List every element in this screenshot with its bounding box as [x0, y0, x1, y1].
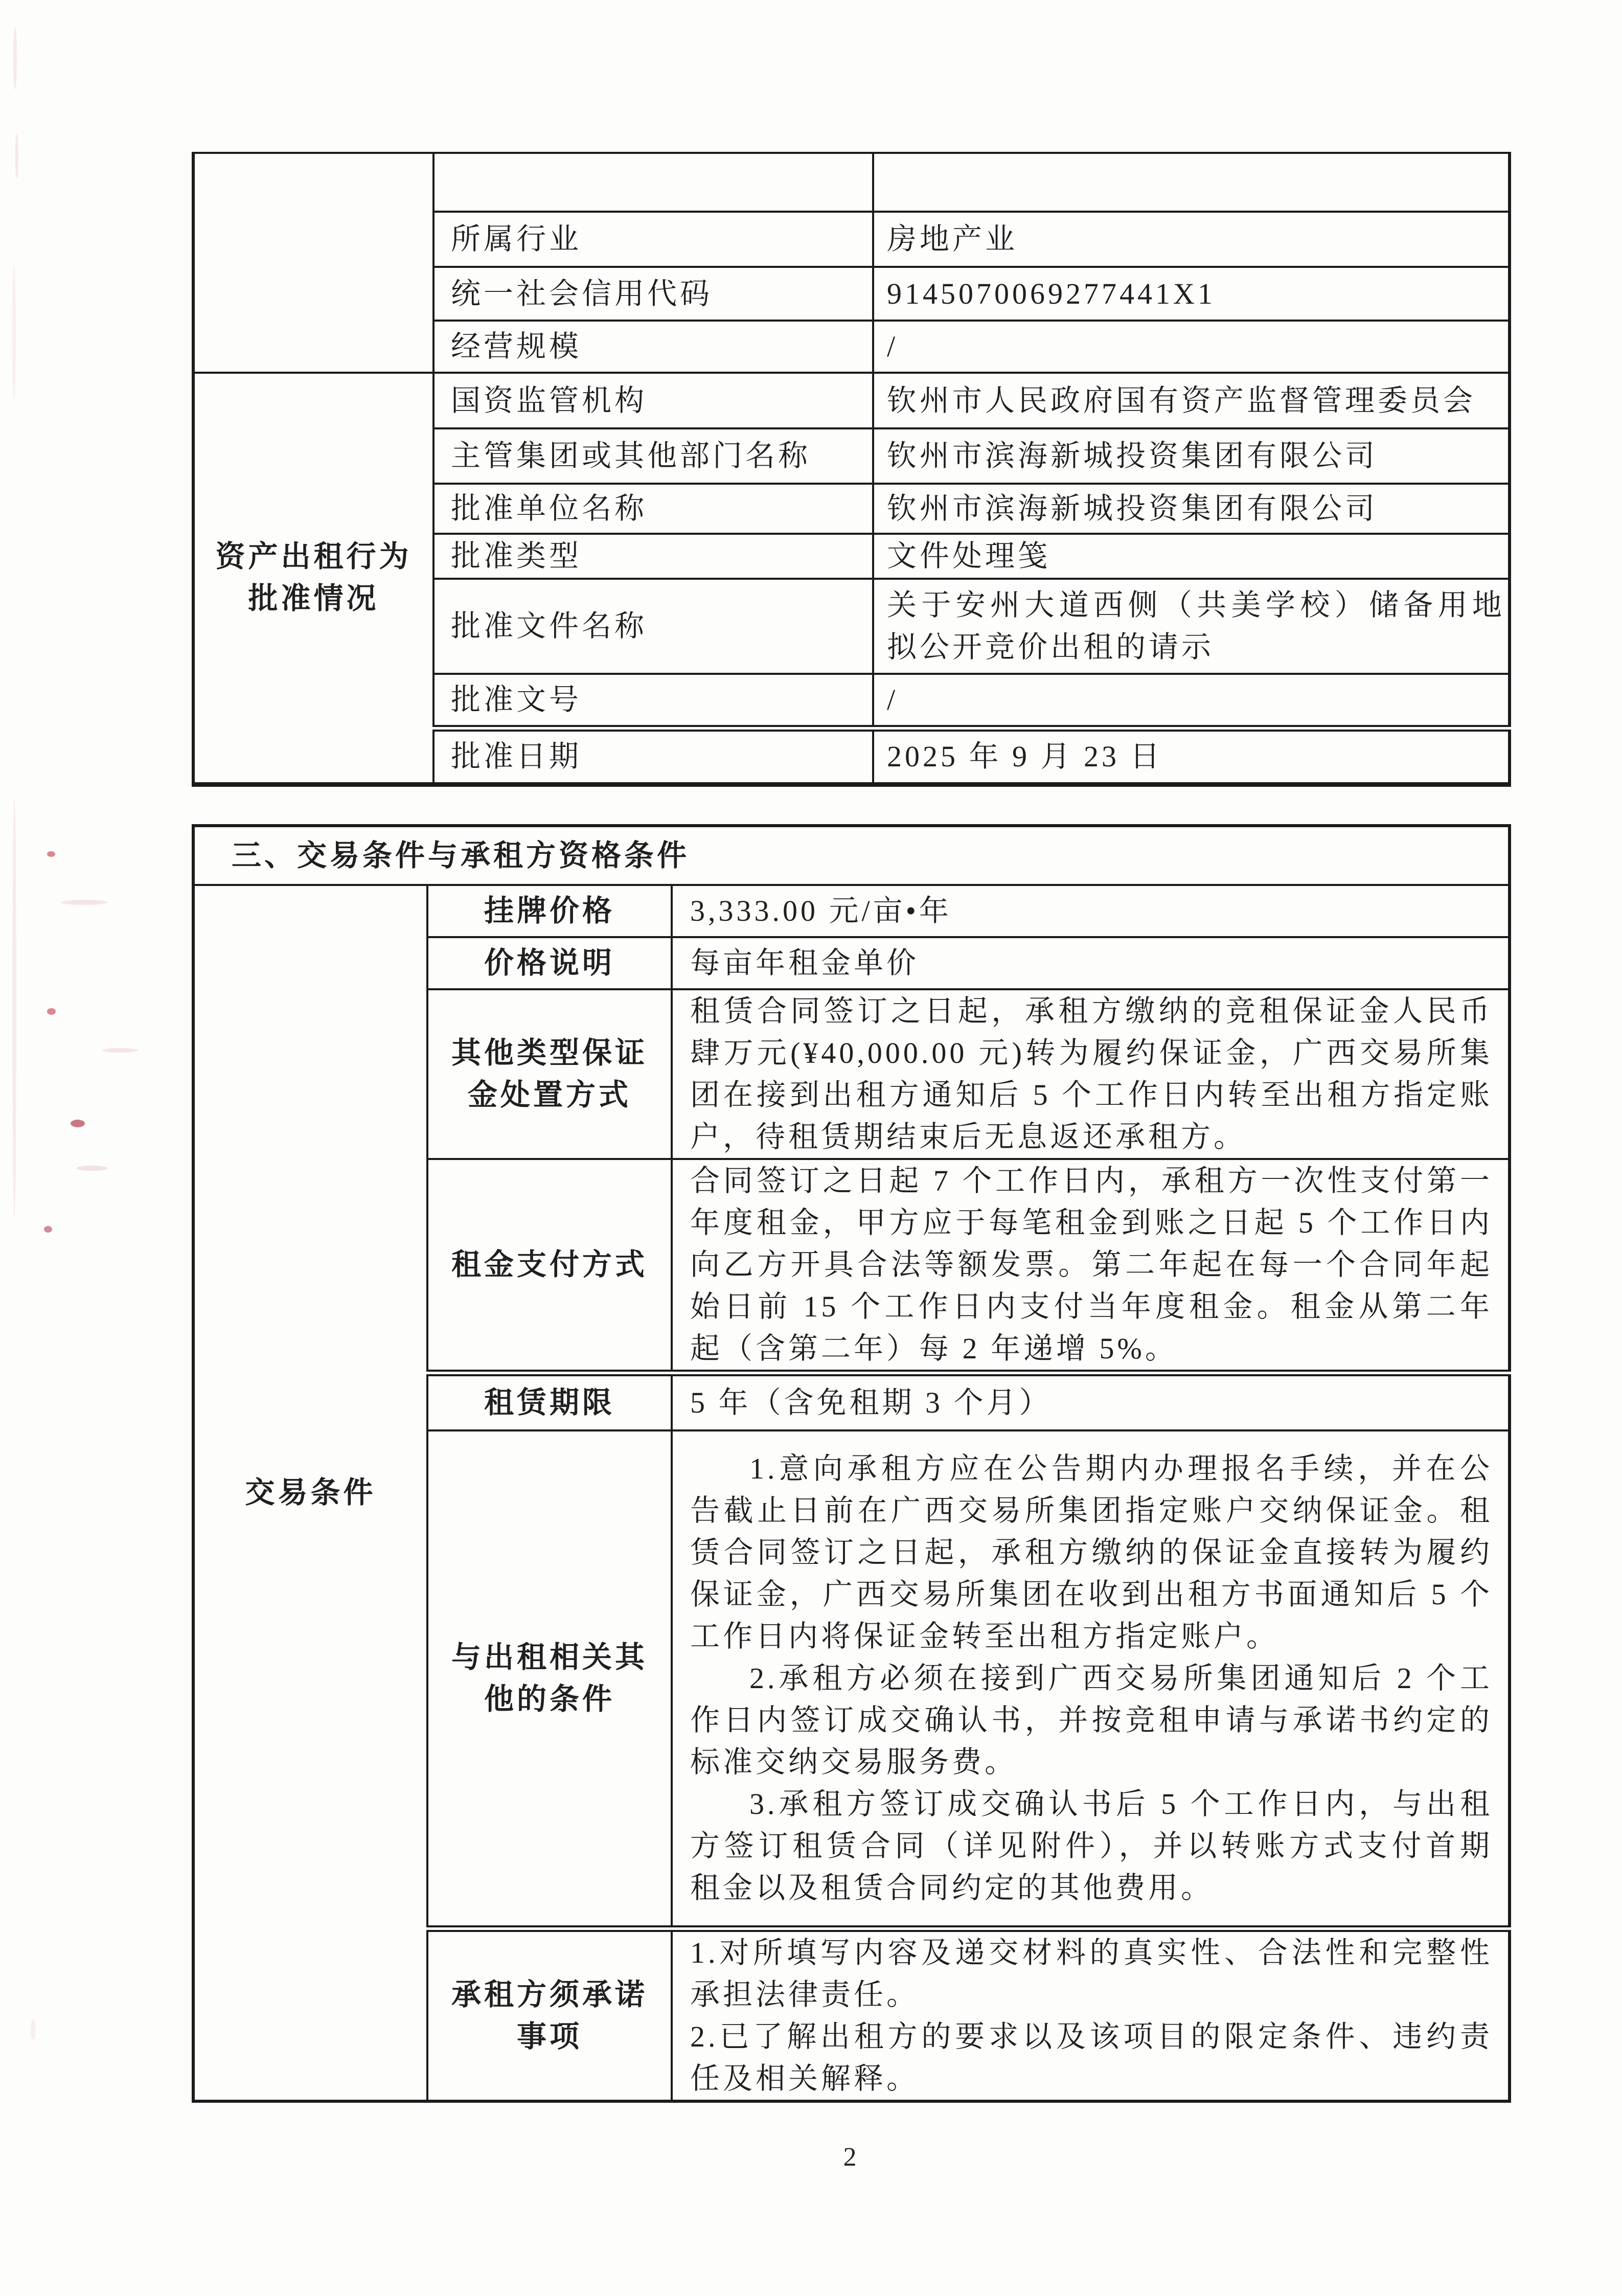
scan-artifact — [12, 798, 16, 1217]
table1-row-value — [873, 153, 1510, 212]
table2-row-label-listing-price: 挂牌价格 — [427, 885, 672, 937]
page-number: 2 — [843, 2143, 857, 2172]
table1-row-label-approval-doc-name: 批准文件名称 — [433, 579, 873, 674]
table1-row-label-credit-code: 统一社会信用代码 — [433, 267, 873, 321]
table1-row-label-approval-date: 批准日期 — [433, 728, 873, 784]
table1-left-header-top — [193, 153, 433, 373]
table1-row-value-approving-unit: 钦州市滨海新城投资集团有限公司 — [873, 484, 1510, 534]
table1-row-label-approval-type: 批准类型 — [433, 534, 873, 579]
table1-row-label-sasac: 国资监管机构 — [433, 373, 873, 428]
table1-row-label-business-scale: 经营规模 — [433, 321, 873, 373]
scan-artifact — [61, 900, 107, 905]
table1-row-label-industry: 所属行业 — [433, 212, 873, 267]
table1-row-label-approving-unit: 批准单位名称 — [433, 484, 873, 534]
table1-row-label-approval-doc-no: 批准文号 — [433, 674, 873, 728]
table1-row-value-approval-doc-no: / — [873, 674, 1510, 728]
table1-row-label — [433, 153, 873, 212]
scan-artifact — [77, 1166, 107, 1171]
table2-row-label-deposit-handling: 其他类型保证金处置方式 — [427, 989, 672, 1159]
table2-row-value-price-note: 每亩年租金单价 — [672, 937, 1510, 989]
table1-left-header-approval: 资产出租行为批准情况 — [193, 373, 433, 784]
table2-row-value-lease-term: 5 年（含免租期 3 个月） — [672, 1373, 1510, 1430]
table2-row-label-lease-term: 租赁期限 — [427, 1373, 672, 1430]
table1-row-value-approval-doc-name: 关于安州大道西侧（共美学校）储备用地拟公开竞价出租的请示 — [873, 579, 1510, 674]
table1-row-value-approval-type: 文件处理笺 — [873, 534, 1510, 579]
table1-row-value-business-scale: / — [873, 321, 1510, 373]
commitment-item-2: 2.已了解出租方的要求以及该项目的限定条件、违约责任及相关解释。 — [690, 2020, 1493, 2095]
section-three-title: 三、交易条件与承租方资格条件 — [193, 826, 1510, 885]
table1-row-value-credit-code: 9145070069277441X1 — [873, 267, 1510, 321]
scan-artifact — [71, 1120, 85, 1127]
table1-row-label-parent-group: 主管集团或其他部门名称 — [433, 428, 873, 484]
table1-row-value-approval-date: 2025 年 9 月 23 日 — [873, 728, 1510, 784]
scan-artifact — [13, 28, 17, 89]
scan-artifact — [102, 1048, 138, 1053]
scan-artifact — [31, 2019, 36, 2040]
table2-row-label-lessee-commitments: 承租方须承诺事项 — [427, 1929, 672, 2102]
table2-row-label-other-lease-conditions: 与出租相关其他的条件 — [427, 1430, 672, 1929]
table2-row-value-lessee-commitments — [672, 1929, 1510, 2102]
table2-row-value-rent-payment: 合同签订之日起 7 个工作日内，承租方一次性支付第一年度租金，甲方应于每笔租金到账之日起 5 个工作日内向乙方开具合法等额发票。第二年起在每一个合同年起始日前 15 个工作日内支付当年度租金。租金从第二年起（含第二年）每 2 年递增 5%。 — [672, 1159, 1510, 1373]
asset-lease-approval-table — [192, 152, 1511, 787]
trade-conditions-table — [192, 824, 1511, 2103]
table1-row-value-parent-group: 钦州市滨海新城投资集团有限公司 — [873, 428, 1510, 484]
table1-row-value-sasac: 钦州市人民政府国有资产监督管理委员会 — [873, 373, 1510, 428]
scan-artifact — [47, 1008, 56, 1015]
table2-row-value-deposit-handling: 租赁合同签订之日起，承租方缴纳的竞租保证金人民币肆万元(¥40,000.00 元)转为履约保证金，广西交易所集团在接到出租方通知后 5 个工作日内转至出租方指定账户，待租赁期结束后无息返还承租方。 — [672, 989, 1510, 1159]
scan-artifact — [47, 851, 55, 857]
table2-row-label-price-note: 价格说明 — [427, 937, 672, 989]
scan-artifact — [15, 133, 18, 179]
table2-row-value-listing-price: 3,333.00 元/亩•年 — [672, 885, 1510, 937]
other-conditions-item-2: 2.承租方必须在接到广西交易所集团通知后 2 个工作日内签订成交确认书，并按竞租申请与承诺书约定的标准交纳交易服务费。 — [690, 1661, 1493, 1779]
table1-row-value-industry: 房地产业 — [873, 212, 1510, 267]
table2-left-header-trade-conditions: 交易条件 — [193, 885, 427, 2101]
commitment-item-1: 1.对所填写内容及递交材料的真实性、合法性和完整性承担法律责任。 — [690, 1936, 1493, 2011]
table2-row-value-other-lease-conditions — [672, 1430, 1510, 1929]
table2-row-label-rent-payment: 租金支付方式 — [427, 1159, 672, 1373]
other-conditions-item-1: 1.意向承租方应在公告期内办理报名手续，并在公告截止日前在广西交易所集团指定账户交纳保证金。租赁合同签订之日起，承租方缴纳的保证金直接转为履约保证金，广西交易所集团在收到出租方书面通知后 5 个工作日内将保证金转至出租方指定账户。 — [690, 1451, 1493, 1653]
scan-artifact — [44, 1226, 52, 1233]
other-conditions-item-3: 3.承租方签订成交确认书后 5 个工作日内，与出租方签订租赁合同（详见附件），并以转账方式支付首期租金以及租赁合同约定的其他费用。 — [690, 1787, 1493, 1904]
scan-artifact — [12, 266, 16, 399]
